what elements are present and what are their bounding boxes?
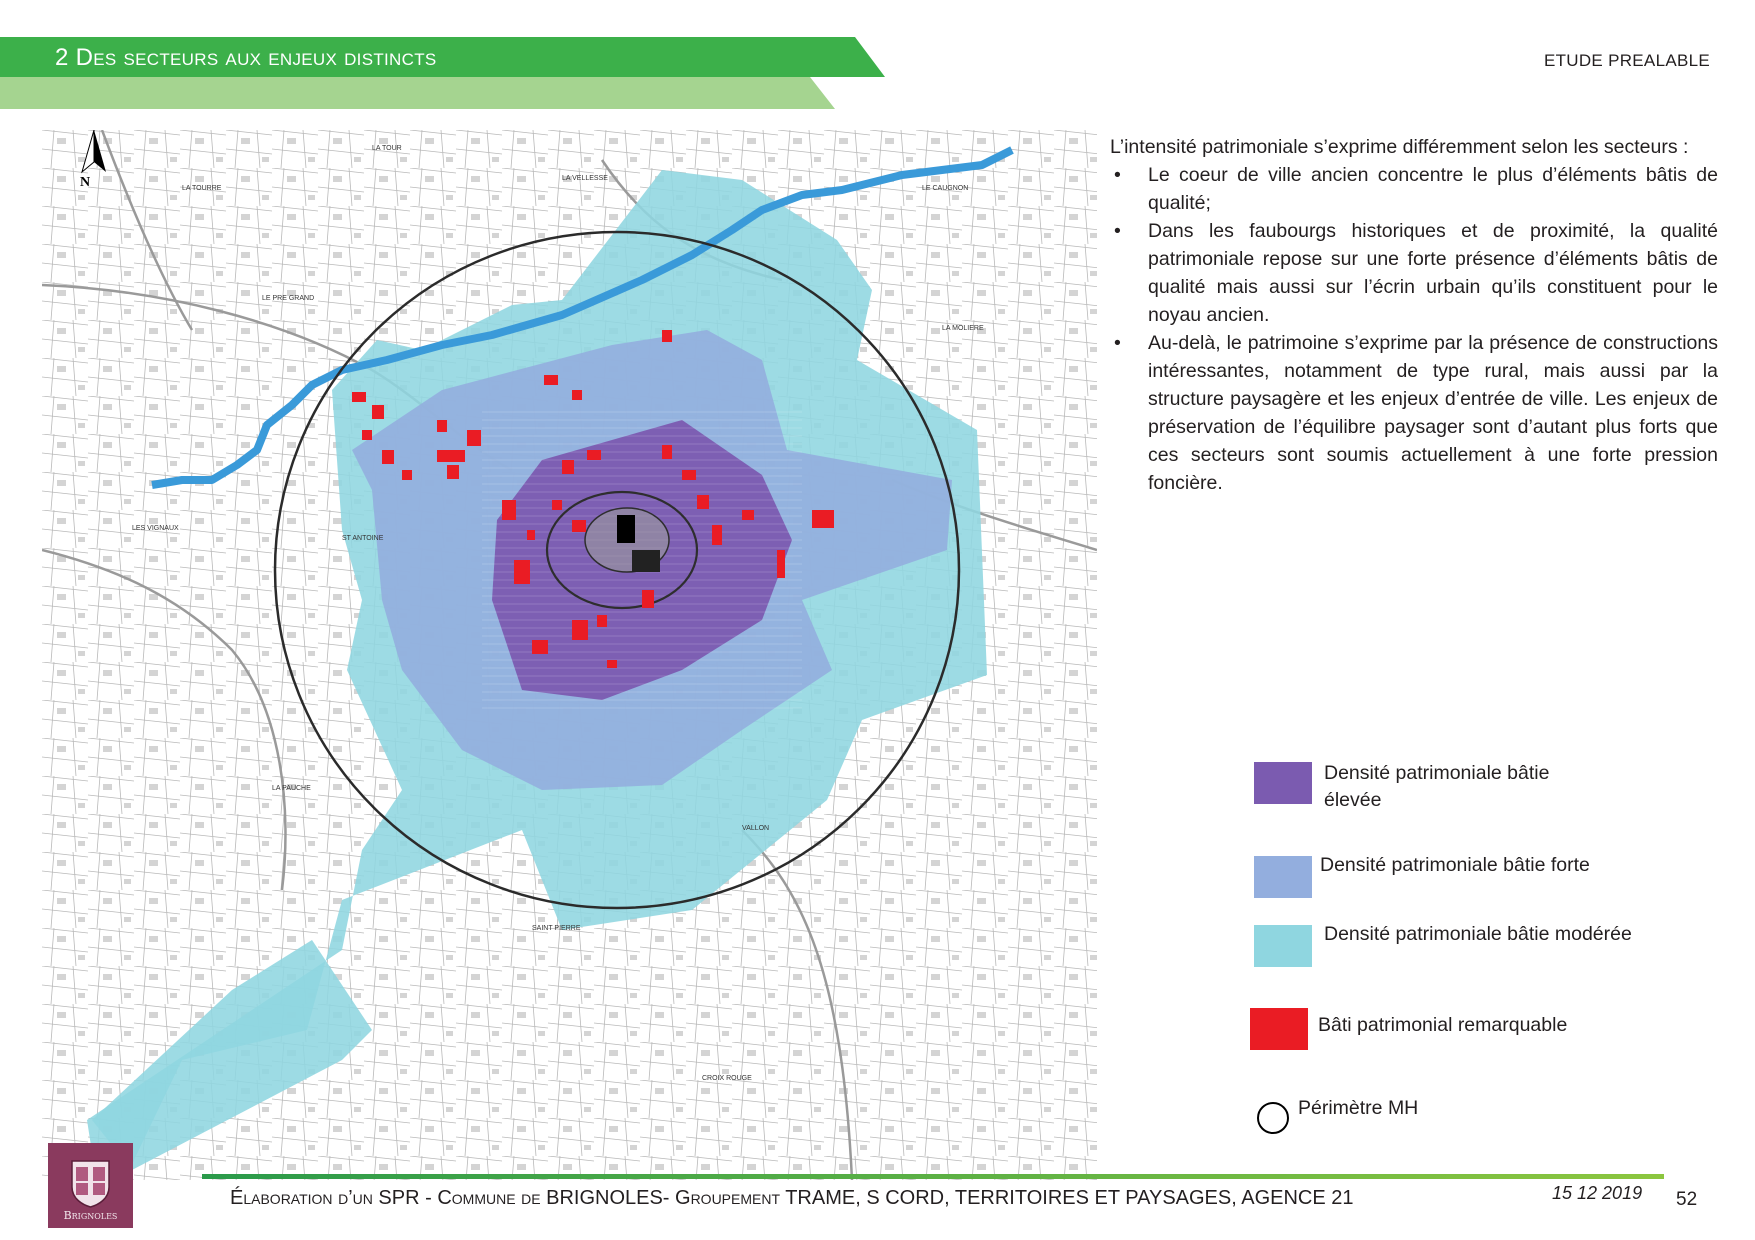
place-label: LE PRE GRAND: [262, 295, 315, 302]
place-label: LE CAUGNON: [922, 185, 969, 192]
intro-lead: L’intensité patrimoniale s’exprime différemment selon les secteurs :: [1110, 136, 1689, 158]
legend-swatch-remarkable: [1250, 1008, 1308, 1050]
place-label: ST ANTOINE: [342, 535, 384, 542]
legend-label-moderate: Densité patrimoniale bâtie modérée: [1324, 923, 1632, 945]
bullet-item: [1110, 161, 1718, 217]
legend-label-high: Densité patrimoniale bâtie élevée: [1324, 762, 1550, 811]
footer-title: Élaboration d’un SPR - Commune de BRIGNOLES- Groupement TRAME, S CORD, TERRITOIRES ET PAYSAGES, AGENCE 21: [230, 1187, 1354, 1209]
place-label: LA PAUCHE: [272, 785, 311, 792]
place-label: VALLON: [742, 825, 770, 832]
page-number: 52: [1676, 1189, 1698, 1210]
legend-label-remarkable: Bâti patrimonial remarquable: [1318, 1014, 1568, 1036]
legend-swatch-high: [1254, 762, 1312, 804]
legend-label-strong: Densité patrimoniale bâtie forte: [1320, 854, 1590, 876]
footer-rule: [202, 1174, 1664, 1179]
section-title: 2 Des secteurs aux enjeux distincts: [55, 44, 437, 71]
brignoles-logo: [48, 1143, 133, 1228]
bullet-glyph: •: [1114, 332, 1121, 354]
legend-swatch-strong: [1254, 856, 1312, 898]
legend-label-perimeter: Périmètre MH: [1298, 1097, 1419, 1119]
place-label: LA MOLIERE: [942, 325, 984, 332]
bullet-list: [1110, 161, 1718, 497]
north-label: N: [80, 175, 91, 190]
bullet-glyph: •: [1114, 164, 1121, 186]
place-label: LA VELLESSE: [562, 175, 608, 182]
place-label: LA TOUR: [372, 145, 402, 152]
place-label: LA TOURRE: [182, 185, 222, 192]
place-label: SAINT PIERRE: [532, 925, 581, 932]
document-label: ETUDE PREALABLE: [1543, 51, 1710, 70]
section-banner-accent: [0, 77, 835, 109]
monument-building: [632, 550, 660, 572]
bullet-item: [1110, 217, 1718, 329]
intro-text: [1110, 133, 1718, 497]
heritage-density-map: [42, 130, 1097, 1180]
monument-building: [617, 515, 635, 543]
place-label: CROIX ROUGE: [702, 1075, 752, 1082]
footer-date: 15 12 2019: [1552, 1183, 1643, 1203]
place-label: LES VIGNAUX: [132, 525, 179, 532]
bullet-text: Le coeur de ville ancien concentre le plus d’éléments bâtis de qualité;: [1148, 164, 1718, 214]
legend-mh-circle-icon: [1257, 1102, 1289, 1134]
bullet-item: [1110, 329, 1718, 497]
bullet-text: Au-delà, le patrimoine s’exprime par la présence de constructions intéressantes, notamment de type rural, mais aussi par la structure paysagère et les enjeux d’entrée de ville. Les enjeux de préservation de l’équilibre paysager sont d’autant plus forts que ces secteurs sont soumis actuellement à une forte pression foncière.: [1148, 332, 1718, 494]
bullet-text: Dans les faubourgs historiques et de proximité, la qualité patrimoniale repose sur une forte présence d’éléments bâtis de qualité mais aussi sur l’écrin urbain qu’ils constituent pour le noyau ancien.: [1148, 220, 1718, 326]
logo-text: Brignoles: [63, 1209, 118, 1222]
legend-swatch-moderate: [1254, 925, 1312, 967]
bullet-glyph: •: [1114, 220, 1121, 242]
